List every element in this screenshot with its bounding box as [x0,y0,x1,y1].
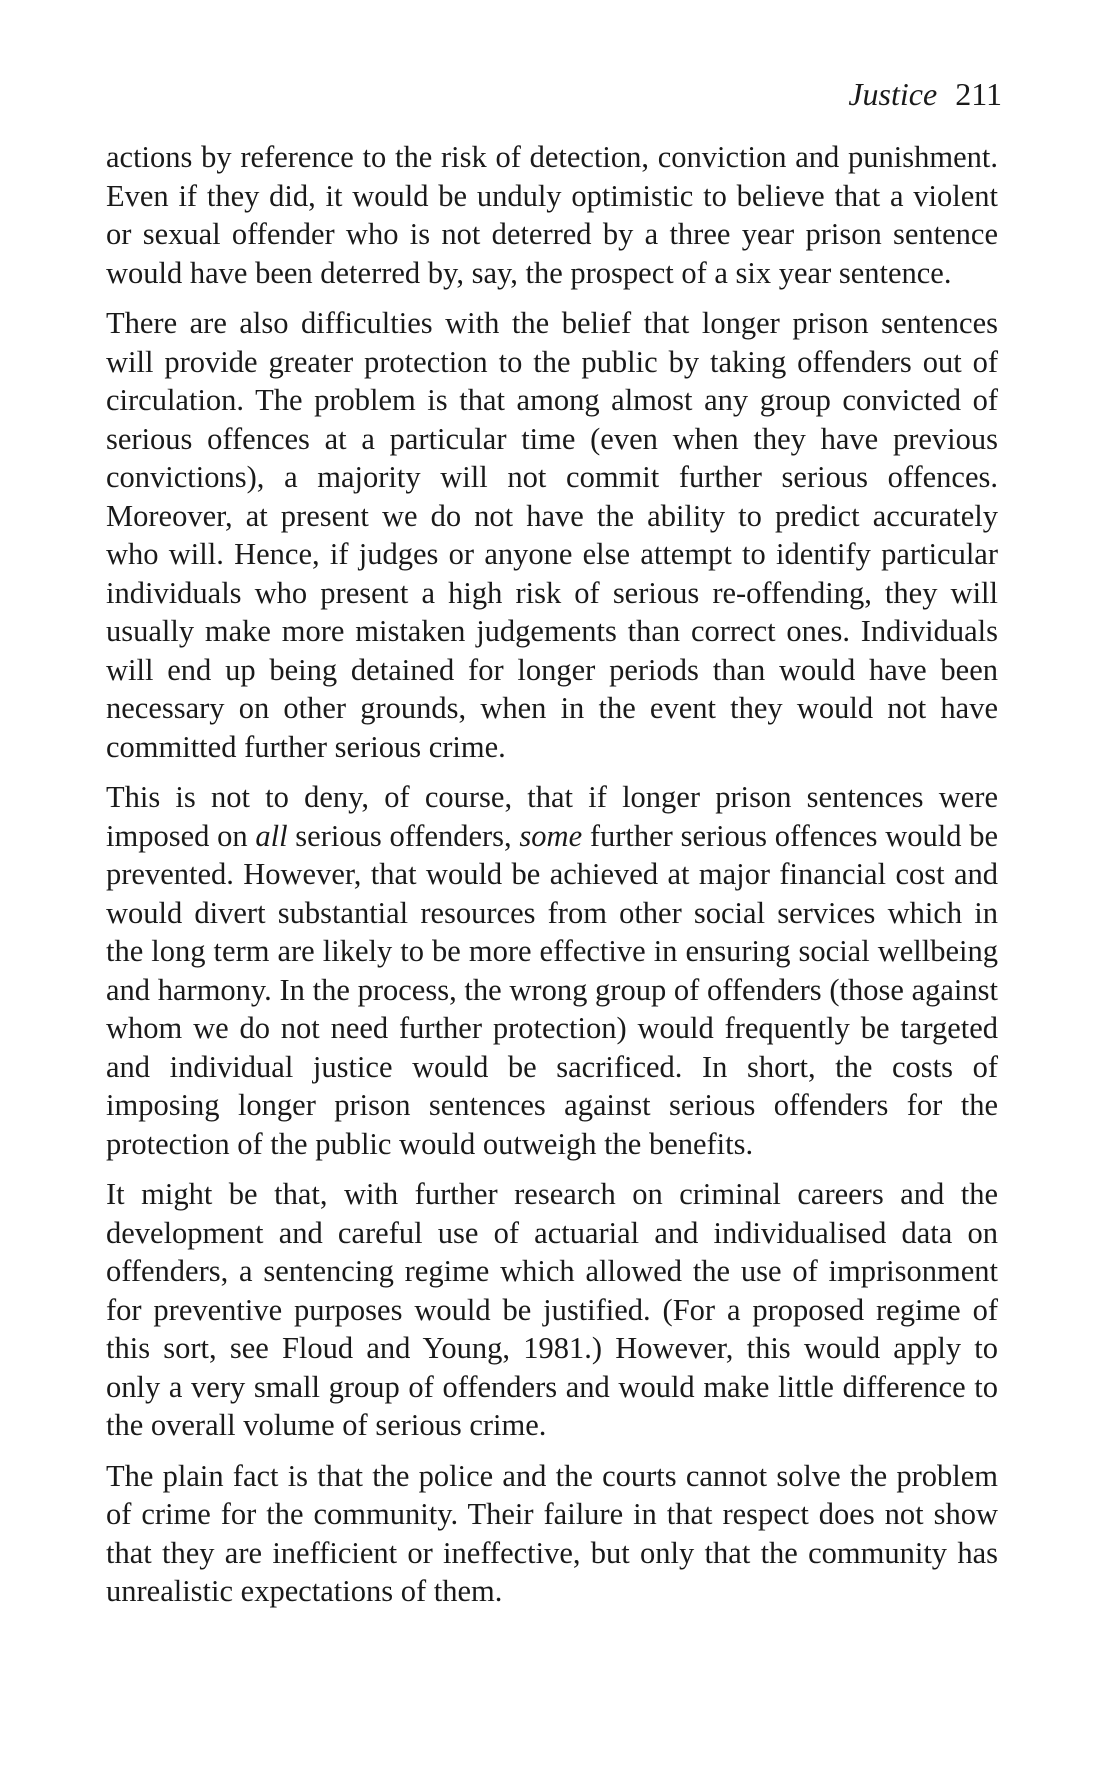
paragraph-3-part-1: This is not to deny, of course, that if longer prison sentences were imposed on [106,780,998,853]
paragraph-5: The plain fact is that the police and the courts cannot solve the problem of crime for the community. Their failure in that respect does not show that they are inefficient or ineffective, but only that the community has unrealistic expectations of them. [106,1458,998,1608]
running-head-title: Justice [848,76,938,112]
running-head [848,74,1002,114]
emphasis-some: some [519,818,583,853]
paragraph-3-part-2: serious offenders, [287,818,520,853]
page-number: 211 [955,76,1002,112]
paragraph-3-part-3: further serious offences would be prevented. However, that would be achieved at major financial cost and would divert substantial resources from other social services which in the long term are likely to be more effective in ensuring social wellbeing and harmony. In the process, the wrong group of offenders (those against whom we do not need further protection) would frequently be targeted and individual justice would be sacrificed. In short, the costs of imposing longer prison sentences against serious offenders for the protection of the public would outweigh the benefits. [106,818,998,1161]
paragraph-1: actions by reference to the risk of detection, conviction and punishment. Even if they did, it would be unduly optimistic to believe that a violent or sexual offender who is not deterred by a three year prison sentence would have been deterred by, say, the prospect of a six year sentence. [106,140,998,290]
paragraph-2: There are also difficulties with the belief that longer prison sentences will provide greater protection to the public by taking offenders out of circulation. The problem is that among almost any group convicted of serious offences at a particular time (even when they have previous convictions), a majority will not commit further serious offences. Moreover, at present we do not have the ability to predict accurately who will. Hence, if judges or anyone else attempt to identify particular individuals who present a high risk of serious re-offending, they will usually make more mistaken judgements than correct ones. Individuals will end up being detained for longer periods than would have been necessary on other grounds, when in the event they would not have committed further serious crime. [106,306,998,764]
paragraph-4: It might be that, with further research on criminal careers and the development and careful use of actuarial and individualised data on offenders, a sentencing regime which allowed the use of imprisonment for preventive purposes would be justified. (For a proposed regime of this sort, see Floud and Young, 1981.) However, this would apply to only a very small group of offenders and would make little difference to the overall volume of serious crime. [106,1177,998,1442]
paragraph-3 [106,778,998,1163]
emphasis-all: all [255,818,288,853]
body-text [106,138,998,1611]
